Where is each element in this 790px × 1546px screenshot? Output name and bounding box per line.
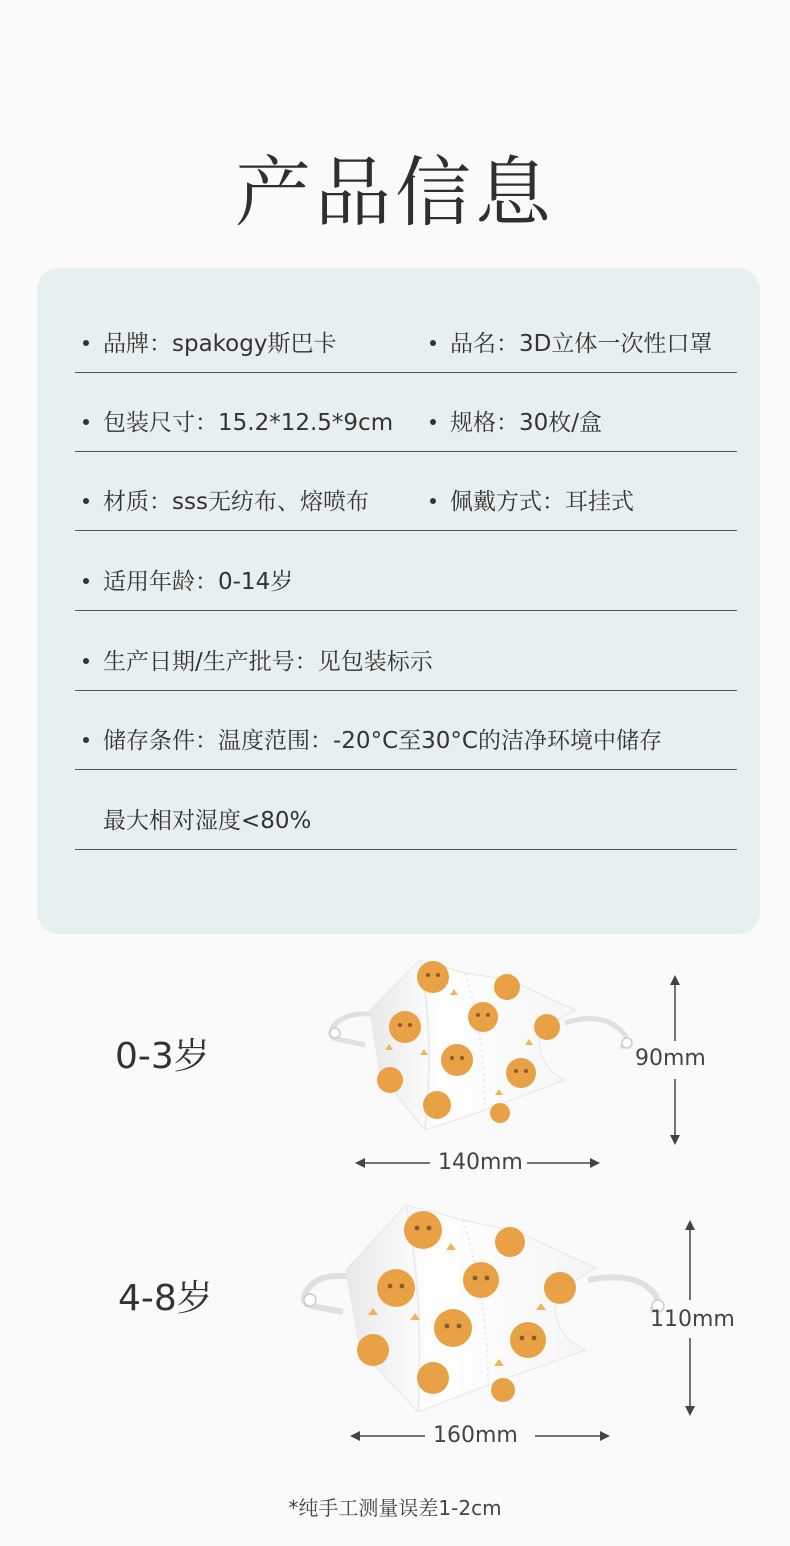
info-item-spec <box>430 404 602 437</box>
info-row-6 <box>75 690 737 770</box>
bullet-icon <box>430 419 436 425</box>
package-size-text: 包装尺寸：15.2*12.5*9cm <box>103 410 394 436</box>
mask-image-small <box>325 955 635 1135</box>
info-row-2 <box>75 372 737 452</box>
bullet-icon <box>430 498 436 504</box>
info-item-storage-cont <box>103 802 311 835</box>
product-name-text: 品名：3D立体一次性口罩 <box>450 331 713 357</box>
page-title: 产品信息 <box>235 148 555 237</box>
info-item-age <box>83 563 293 596</box>
size-label-small: 0-3岁 <box>115 1036 210 1077</box>
width-label-small: 140mm <box>438 1150 523 1175</box>
info-row-4 <box>75 531 737 611</box>
bullet-icon <box>430 340 436 346</box>
measurement-note: *纯手工测量误差1-2cm <box>288 1496 502 1520</box>
bullet-icon <box>83 419 89 425</box>
width-label-large: 160mm <box>433 1423 518 1448</box>
storage-text: 储存条件：温度范围：-20°C至30°C的洁净环境中储存 <box>103 728 662 754</box>
bullet-icon <box>83 340 89 346</box>
info-item-material <box>83 483 369 516</box>
bullet-icon <box>83 737 89 743</box>
height-label-small: 90mm <box>635 1046 706 1071</box>
info-item-package-size <box>83 404 393 437</box>
height-label-large: 110mm <box>650 1307 735 1332</box>
date-text: 生产日期/生产批号：见包装标示 <box>103 649 433 675</box>
bullet-icon <box>83 578 89 584</box>
bullet-icon <box>83 498 89 504</box>
bullet-icon <box>83 658 89 664</box>
info-item-brand <box>83 325 336 358</box>
info-item-date <box>83 643 433 676</box>
info-row-1 <box>75 293 737 373</box>
wear-text: 佩戴方式：耳挂式 <box>450 489 634 515</box>
mask-image-large <box>298 1200 668 1415</box>
product-info-panel <box>37 268 760 934</box>
info-item-wear <box>430 483 634 516</box>
info-item-product-name <box>430 325 712 358</box>
age-text: 适用年龄：0-14岁 <box>103 569 294 595</box>
info-row-3 <box>75 451 737 531</box>
storage-cont-text: 最大相对湿度<80% <box>103 808 312 834</box>
info-item-storage <box>83 722 662 755</box>
info-row-7 <box>75 770 737 850</box>
spec-text: 规格：30枚/盒 <box>450 410 603 436</box>
info-row-5 <box>75 611 737 691</box>
size-label-large: 4-8岁 <box>118 1278 213 1319</box>
material-text: 材质：sss无纺布、熔喷布 <box>103 489 369 515</box>
brand-text: 品牌：spakogy斯巴卡 <box>103 331 337 357</box>
